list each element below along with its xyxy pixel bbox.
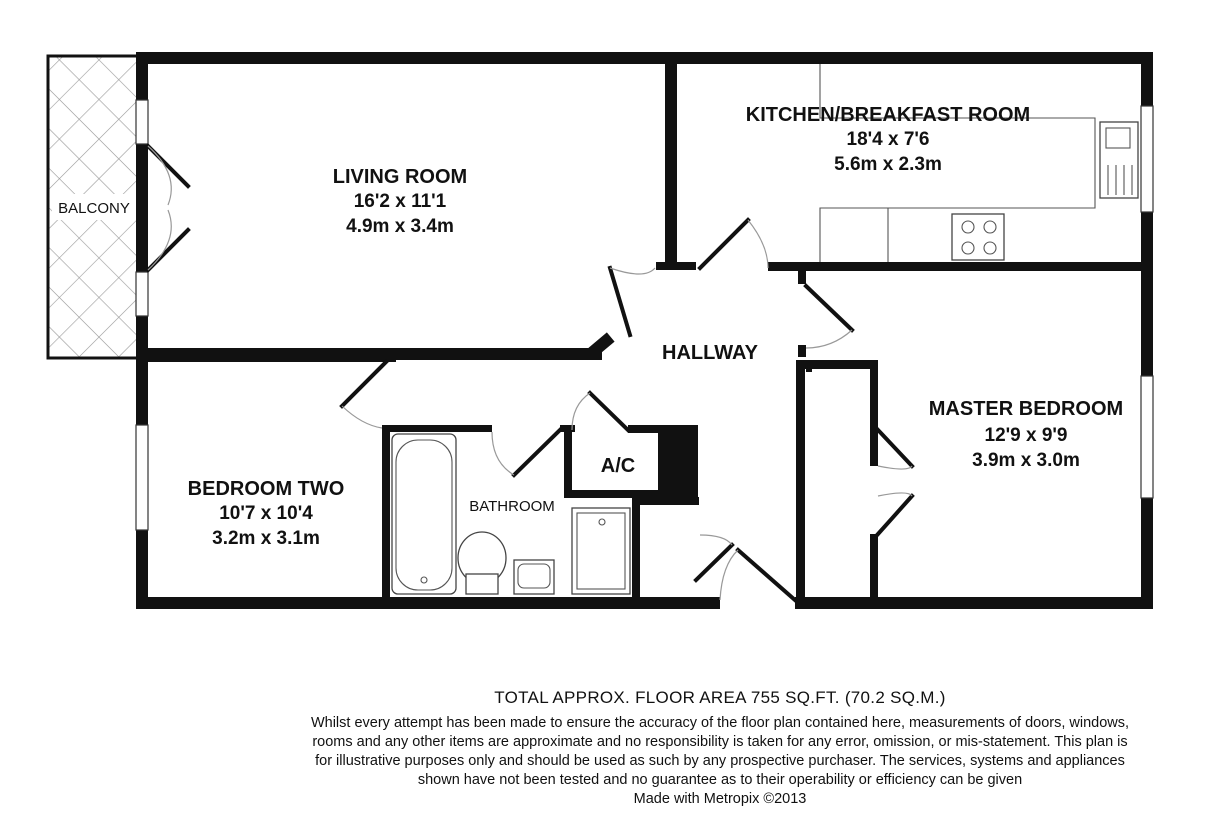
walls xyxy=(136,52,1153,609)
living-room-name: LIVING ROOM xyxy=(332,166,468,188)
ac-cupboard-name: A/C xyxy=(600,455,636,477)
hob xyxy=(952,214,1004,260)
kitchen-name: KITCHEN/BREAKFAST ROOM xyxy=(745,104,1031,126)
bathtub xyxy=(392,434,456,594)
master-bedroom-metric: 3.9m x 3.0m xyxy=(972,450,1080,471)
room-labels xyxy=(58,104,1123,549)
living-room-imperial: 16'2 x 11'1 xyxy=(353,191,447,212)
hallway-name: HALLWAY xyxy=(662,342,758,364)
kitchen-imperial: 18'4 x 7'6 xyxy=(846,129,930,150)
bedroom-two-metric: 3.2m x 3.1m xyxy=(212,528,320,549)
disclaimer: Whilst every attempt has been made to ensure the accuracy of the floor plan contained here, measurements of doors, windows, rooms and any other items are approximate and no responsibility is taken for any error, omission, or mis-statement. This plan is for illustrative purposes only and should be used as such by any prospective purchaser. The services, systems and appliances shown have not been tested and no guarantee as to their operability or efficiency can be given xyxy=(310,715,1130,788)
total-floor-area: TOTAL APPROX. FLOOR AREA 755 SQ.FT. (70.2 SQ.M.) xyxy=(494,688,946,707)
credit: Made with Metropix ©2013 xyxy=(633,791,807,807)
balcony-name: BALCONY xyxy=(58,200,130,217)
shower xyxy=(572,508,630,594)
bedroom-two-name: BEDROOM TWO xyxy=(187,478,345,500)
bathroom-name: BATHROOM xyxy=(469,498,555,515)
footer xyxy=(300,688,1140,809)
master-bedroom-name: MASTER BEDROOM xyxy=(928,398,1124,420)
bedroom-two-imperial: 10'7 x 10'4 xyxy=(219,503,313,524)
kitchen-metric: 5.6m x 2.3m xyxy=(834,154,942,175)
master-bedroom-imperial: 12'9 x 9'9 xyxy=(984,425,1068,446)
living-room-metric: 4.9m x 3.4m xyxy=(346,216,454,237)
